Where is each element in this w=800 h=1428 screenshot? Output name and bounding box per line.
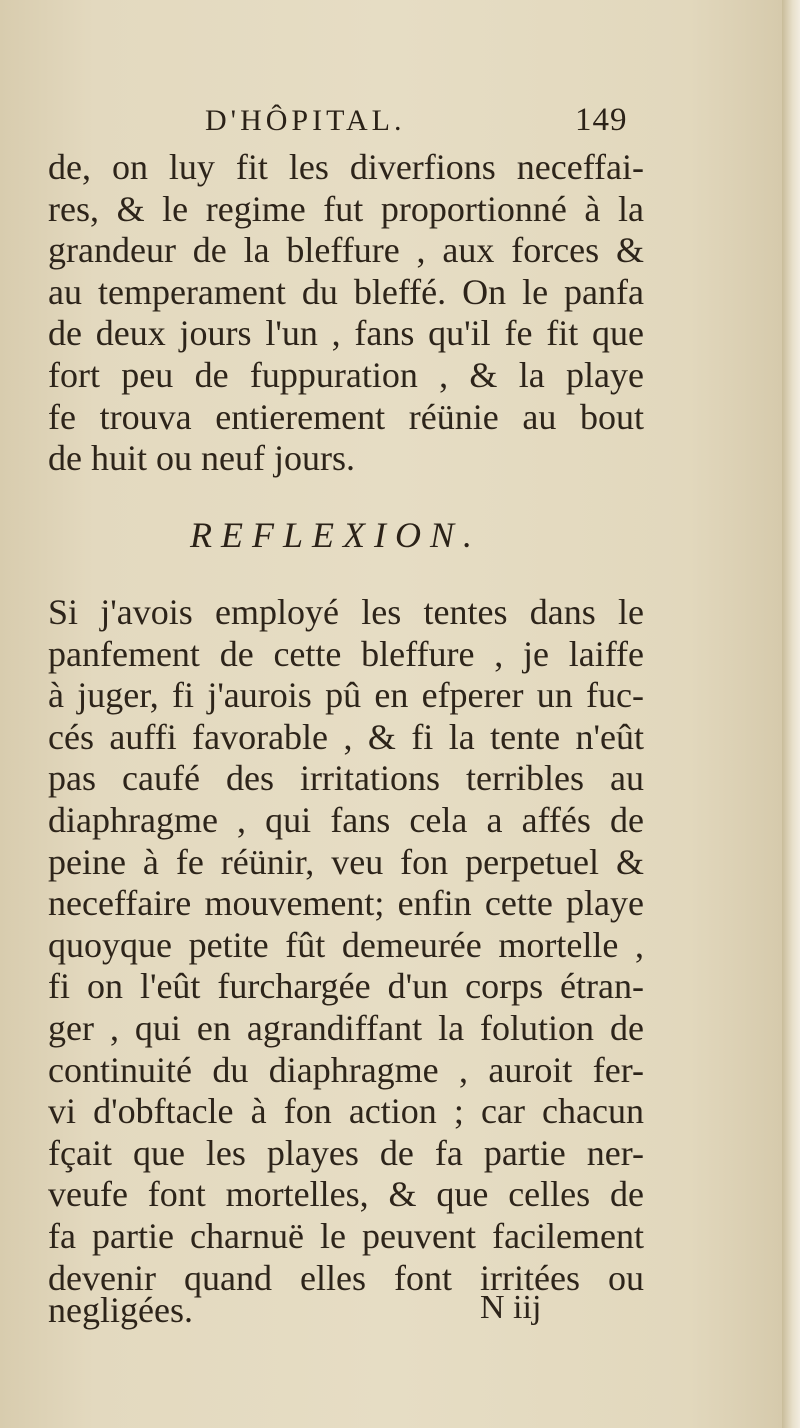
text-line: neceffaire mouvement; enfin cette playe (48, 883, 644, 924)
page-footer (48, 1289, 644, 1331)
section-heading: REFLEXION. (190, 515, 481, 555)
text-line: grandeur de la bleffure , aux forces & (48, 230, 644, 271)
text-line: à juger, fi j'aurois pû en efperer un fuc- (48, 675, 644, 716)
text-line: de deux jours l'un , fans qu'il fe fit que (48, 313, 644, 354)
text-line: fe trouva entierement réünie au bout (48, 396, 644, 437)
text-line: panfement de cette bleffure , je laiffe (48, 633, 644, 674)
page-edge (782, 0, 800, 1428)
text-line: de huit ou neuf jours. (48, 438, 355, 479)
text-line: Si j'avois employé les tentes dans le (48, 592, 644, 632)
text-line: res, & le regime fut proportionné à la (48, 188, 644, 229)
text-line: vi d'obftacle à fon action ; car chacun (48, 1091, 644, 1132)
signature-mark: N iij (480, 1289, 542, 1326)
text-line: peine à fe réünir, veu fon perpetuel & (48, 841, 644, 882)
text-line: devenir quand elles font irritées ou (48, 1257, 644, 1298)
text-line: fçait que les playes de fa partie ner- (48, 1132, 644, 1173)
paragraph-observation (48, 147, 644, 480)
running-title: D'HÔPITAL. (205, 104, 406, 137)
page-header (0, 100, 782, 150)
text-line: cés auffi favorable , & fi la tente n'eût (48, 716, 644, 757)
page-number: 149 (575, 102, 628, 138)
text-line: fa partie charnuë le peuvent facilement (48, 1215, 644, 1256)
text-line: continuité du diaphragme , auroit fer- (48, 1049, 644, 1090)
text-line: veufe font mortelles, & que celles de (48, 1174, 644, 1215)
text-line: de, on luy fit les diverfions neceffai- (48, 147, 644, 187)
text-line: ger , qui en agrandiffant la folution de (48, 1007, 644, 1048)
text-line: quoyque petite fût demeurée mortelle , (48, 924, 644, 965)
text-line: fi on l'eût furchargée d'un corps étran- (48, 966, 644, 1007)
text-line: fort peu de fuppuration , & la playe (48, 354, 644, 395)
text-line: pas caufé des irritations terribles au (48, 758, 644, 799)
text-line: au temperament du bleffé. On le panfa (48, 271, 644, 312)
paragraph-reflexion (48, 592, 644, 1299)
text-line: diaphragme , qui fans cela a affés de (48, 799, 644, 840)
last-word: negligées. (48, 1290, 193, 1330)
